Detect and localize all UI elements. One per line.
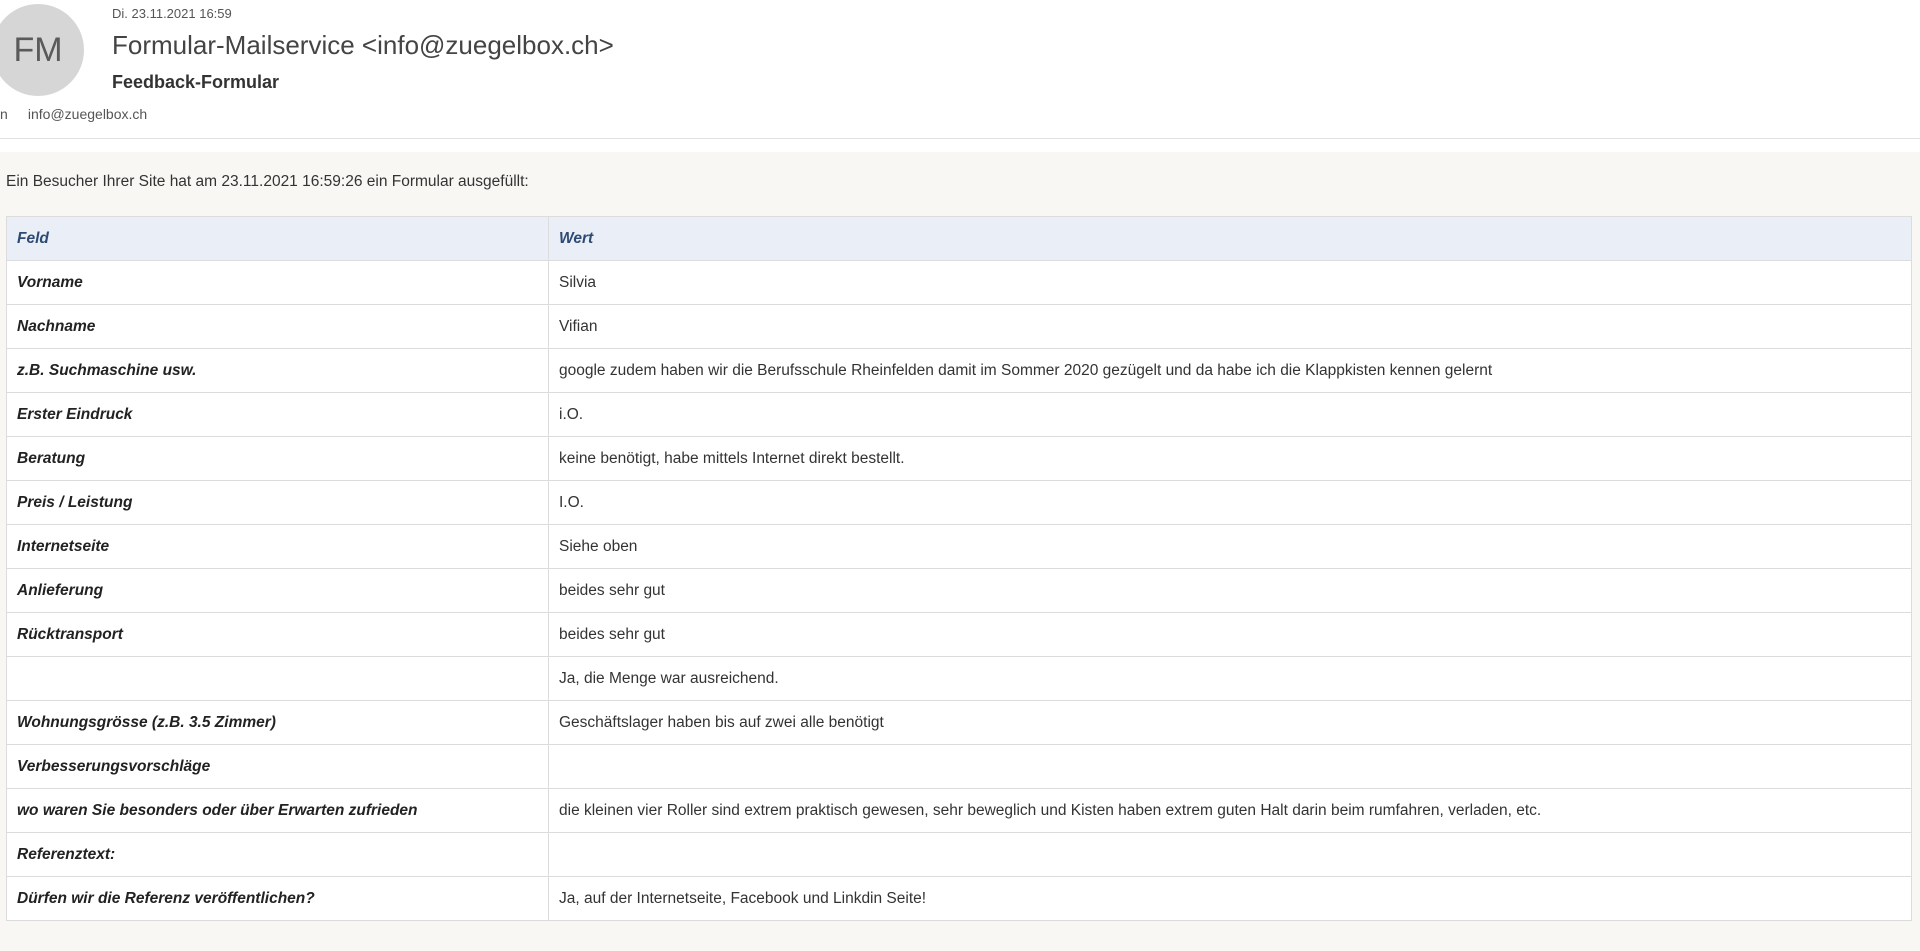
table-row [7, 833, 1912, 877]
form-data-table [6, 216, 1912, 921]
sender-avatar[interactable] [0, 4, 84, 96]
value-cell: Geschäftslager haben bis auf zwei alle benötigt [549, 701, 1912, 745]
table-row [7, 305, 1912, 349]
table-row [7, 877, 1912, 921]
table-row [7, 437, 1912, 481]
column-header-field: Feld [7, 217, 549, 261]
value-cell: Ja, auf der Internetseite, Facebook und Linkdin Seite! [549, 877, 1912, 921]
table-row [7, 613, 1912, 657]
value-cell: Siehe oben [549, 525, 1912, 569]
field-cell: Preis / Leistung [7, 481, 549, 525]
table-row [7, 261, 1912, 305]
value-cell: Vifian [549, 305, 1912, 349]
field-cell: Verbesserungsvorschläge [7, 745, 549, 789]
field-cell: Nachname [7, 305, 549, 349]
field-cell: Dürfen wir die Referenz veröffentlichen? [7, 877, 549, 921]
table-row [7, 481, 1912, 525]
value-cell: beides sehr gut [549, 569, 1912, 613]
table-row [7, 745, 1912, 789]
recipient-row [0, 106, 147, 122]
value-cell: die kleinen vier Roller sind extrem praktisch gewesen, sehr beweglich und Kisten haben extrem guten Halt darin beim rumfahren, verladen, etc. [549, 789, 1912, 833]
header-divider [0, 138, 1920, 139]
field-cell: wo waren Sie besonders oder über Erwarten zufrieden [7, 789, 549, 833]
table-row [7, 569, 1912, 613]
value-cell [549, 745, 1912, 789]
table-row [7, 525, 1912, 569]
field-cell: z.B. Suchmaschine usw. [7, 349, 549, 393]
value-cell: Ja, die Menge war ausreichend. [549, 657, 1912, 701]
field-cell: Erster Eindruck [7, 393, 549, 437]
column-header-value: Wert [549, 217, 1912, 261]
avatar-initials: FM [13, 30, 63, 69]
field-cell [7, 657, 549, 701]
message-date: Di. 23.11.2021 16:59 [112, 6, 232, 21]
value-cell [549, 833, 1912, 877]
value-cell: I.O. [549, 481, 1912, 525]
value-cell: keine benötigt, habe mittels Internet direkt bestellt. [549, 437, 1912, 481]
message-body [0, 152, 1920, 951]
table-header-row [7, 217, 1912, 261]
recipient-address[interactable]: info@zuegelbox.ch [27, 106, 148, 122]
value-cell: i.O. [549, 393, 1912, 437]
intro-text: Ein Besucher Ihrer Site hat am 23.11.2021 16:59:26 ein Formular ausgefüllt: [6, 173, 529, 190]
table-row [7, 701, 1912, 745]
message-subject: Feedback-Formular [112, 72, 280, 92]
value-cell: google zudem haben wir die Berufsschule Rheinfelden damit im Sommer 2020 gezügelt und da habe ich die Klappkisten kennen gelernt [549, 349, 1912, 393]
field-cell: Referenztext: [7, 833, 549, 877]
value-cell: beides sehr gut [549, 613, 1912, 657]
field-cell: Rücktransport [7, 613, 549, 657]
value-cell: Silvia [549, 261, 1912, 305]
field-cell: Anlieferung [7, 569, 549, 613]
table-row [7, 349, 1912, 393]
field-cell: Vorname [7, 261, 549, 305]
field-cell: Beratung [7, 437, 549, 481]
recipient-label: n [0, 106, 8, 122]
field-cell: Internetseite [7, 525, 549, 569]
table-row [7, 789, 1912, 833]
sender-name[interactable]: Formular-Mailservice <info@zuegelbox.ch> [112, 30, 614, 60]
table-row [7, 657, 1912, 701]
table-row [7, 393, 1912, 437]
field-cell: Wohnungsgrösse (z.B. 3.5 Zimmer) [7, 701, 549, 745]
